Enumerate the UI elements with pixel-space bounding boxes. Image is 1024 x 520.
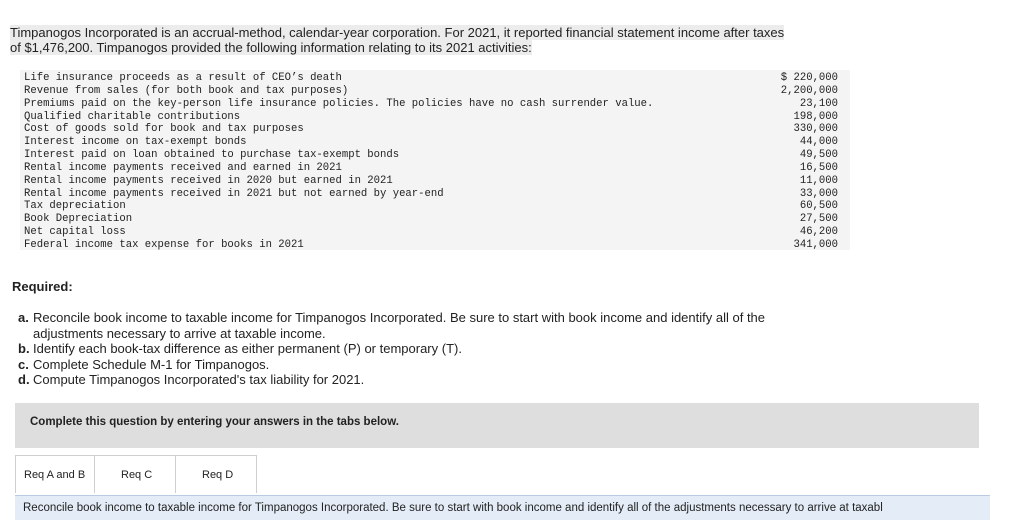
complete-question-label: Complete this question by entering your answers in the tabs below. [30,416,399,428]
table-row [24,85,838,98]
row-amount: 46,200 [799,226,838,239]
list-item [18,372,818,388]
table-row [24,98,838,111]
list-item [18,341,818,357]
table-row [24,72,838,85]
row-description: Life insurance proceeds as a result of CEO’s death [24,72,342,84]
activity-table [20,70,850,250]
list-item [18,357,818,373]
table-row [24,213,838,226]
required-heading: Required: [12,279,73,294]
row-description: Premiums paid on the key-person life insurance policies. The policies have no cash surrender value. [24,97,654,110]
table-row [24,111,838,124]
activity-table-body [24,72,838,252]
table-row [24,123,838,136]
row-amount: 23,100 [799,97,838,110]
item-letter: c. [18,356,29,372]
tab-instruction-bar [15,495,990,520]
tab-req-d[interactable]: Req D [175,455,257,493]
row-amount: 27,500 [799,213,838,226]
tab-req-a-and-b[interactable]: Req A and B [15,455,95,493]
tab-req-c[interactable]: Req C [94,455,176,493]
row-amount: 33,000 [799,187,838,200]
table-row [24,188,838,201]
row-description: Rental income payments received and earned in 2021 [24,161,342,174]
row-description: Rental income payments received in 2020 but earned in 2021 [24,174,393,187]
item-text: Identify each book-tax difference as either permanent (P) or temporary (T). [33,341,462,356]
table-row [24,200,838,213]
item-text: Compute Timpanogos Incorporated's tax liability for 2021. [33,372,365,387]
table-row [24,162,838,175]
row-amount: 11,000 [799,174,838,187]
item-letter: d. [18,372,30,387]
row-description: Rental income payments received in 2021 but not earned by year-end [24,187,444,200]
row-amount: 2,200,000 [780,84,838,97]
row-amount: 49,500 [799,149,838,162]
table-row [24,136,838,149]
row-amount: 60,500 [799,200,838,213]
table-row [24,149,838,162]
row-description: Net capital loss [24,226,126,239]
intro-line-1: Timpanogos Incorporated is an accrual-method, calendar-year corporation. For 2021, it reported financial statement income after taxes [10,25,785,40]
intro-line-2: of $1,476,200. Timpanogos provided the following information relating to its 2021 activities: [10,40,532,55]
row-description: Qualified charitable contributions [24,110,241,123]
item-letter: b. [18,341,30,356]
row-amount: 330,000 [793,123,838,136]
table-row [24,226,838,239]
row-amount: 44,000 [799,136,838,149]
table-row [24,175,838,188]
row-amount: 16,500 [799,161,838,174]
row-amount: 198,000 [793,110,838,123]
row-description: Interest income on tax-exempt bonds [24,136,247,149]
row-description: Book Depreciation [24,213,133,226]
item-letter: a. [18,310,29,325]
tab-instruction-text: Reconcile book income to taxable income for Timpanogos Incorporated. Be sure to start with book income and identify all of the adjustments necessary to arrive at taxabl [23,502,883,514]
row-amount: $ 220,000 [780,72,838,84]
table-row [24,239,838,252]
row-description: Revenue from sales (for both book and tax purposes) [24,84,349,97]
row-amount: 341,000 [793,238,838,251]
item-text: Reconcile book income to taxable income for Timpanogos Incorporated. Be sure to start with book income and identify all of the adjustments necessary to arrive at taxable income. [33,310,766,341]
row-description: Tax depreciation [24,200,126,213]
row-description: Cost of goods sold for book and tax purposes [24,123,304,136]
list-item [18,310,818,341]
problem-intro [10,25,818,55]
row-description: Interest paid on loan obtained to purchase tax-exempt bonds [24,149,400,162]
complete-question-banner [15,403,979,448]
item-text: Complete Schedule M-1 for Timpanogos. [33,356,270,372]
answer-tabs [15,455,257,495]
row-description: Federal income tax expense for books in 2021 [24,238,304,251]
required-list [18,310,818,388]
